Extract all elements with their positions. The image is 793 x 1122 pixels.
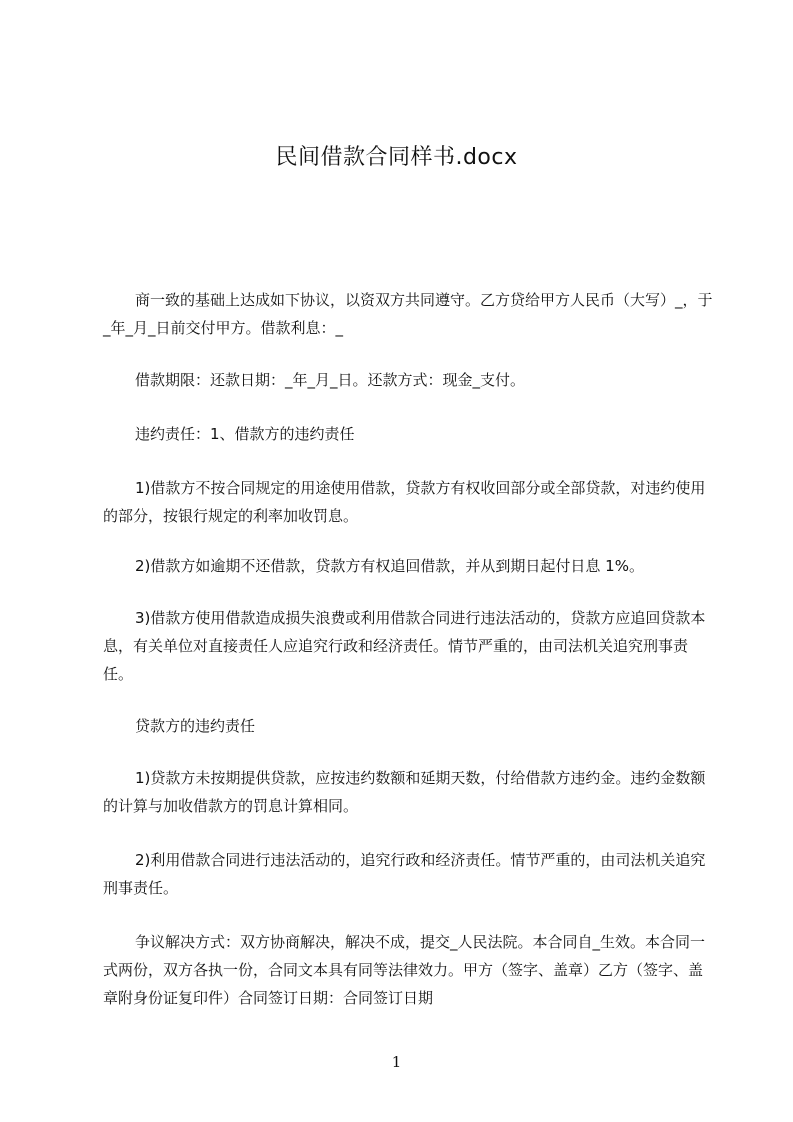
paragraph-borrower-breach-3: 3)借款方使用借款造成损失浪费或利用借款合同进行违法活动的，贷款方应追回贷款本息，有关单位对直接责任人应追究行政和经济责任。情节严重的，由司法机关追究刑事责任。 <box>103 609 706 683</box>
paragraph-borrower-breach-1: 1)借款方不按合同规定的用途使用借款，贷款方有权收回部分或全部贷款，对违约使用的部分，按银行规定的利率加收罚息。 <box>103 479 706 525</box>
document-title: 民间借款合同样书.docx <box>275 145 518 170</box>
paragraph-lender-breach-heading: 贷款方的违约责任 <box>135 717 256 735</box>
paragraph-lender-breach-1: 1)贷款方未按期提供贷款，应按违约数额和延期天数，付给借款方违约金。违约金数额的计算与加收借款方的罚息计算相同。 <box>103 769 706 815</box>
page-number: 1 <box>391 1053 402 1071</box>
paragraph-borrower-breach-2: 2)借款方如逾期不还借款，贷款方有权追回借款，并从到期日起付日息 1%。 <box>135 557 644 575</box>
paragraph-loan-term: 借款期限：还款日期：_年_月_日。还款方式：现金_支付。 <box>135 371 526 389</box>
paragraph-lender-breach-2: 2)利用借款合同进行违法活动的，追究行政和经济责任。情节严重的，由司法机关追究刑事责任。 <box>103 851 706 897</box>
paragraph-agreement-terms: 商一致的基础上达成如下协议，以资双方共同遵守。乙方贷给甲方人民币（大写）_，于_年_月_日前交付甲方。借款利息：_ <box>103 291 713 337</box>
paragraph-dispute-resolution: 争议解决方式：双方协商解决，解决不成，提交_人民法院。本合同自_生效。本合同一式两份，双方各执一份，合同文本具有同等法律效力。甲方（签字、盖章）乙方（签字、盖章附身份证复印件）合同签订日期：合同签订日期 <box>103 933 706 1007</box>
paragraph-breach-heading: 违约责任：1、借款方的违约责任 <box>135 425 355 443</box>
